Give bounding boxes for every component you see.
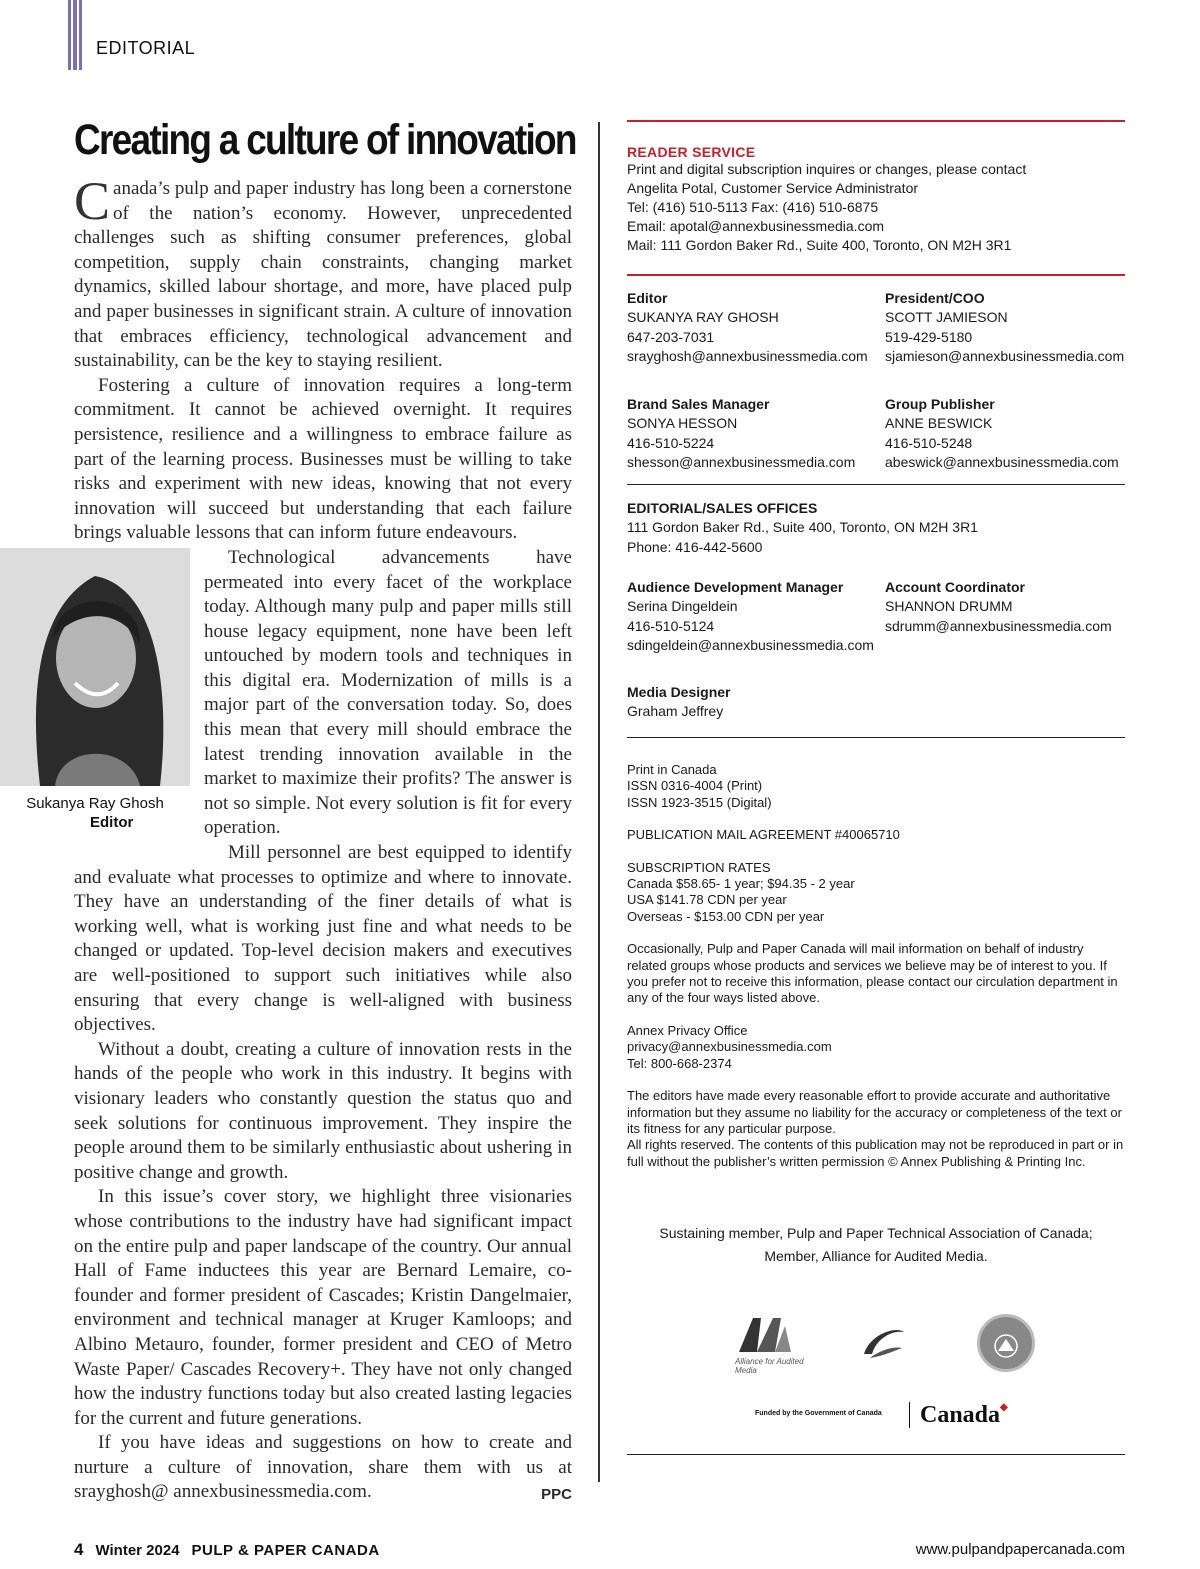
- contact-designer: [627, 683, 877, 722]
- offices-title: EDITORIAL/SALES OFFICES: [627, 500, 818, 516]
- rule: [627, 1454, 1125, 1455]
- contact-phone: 519-429-5180: [885, 328, 973, 345]
- logos-row: [627, 1310, 1125, 1380]
- disclaimer: The editors have made every reasonable effort to provide accurate and authoritative information but they assume no liability for the accuracy or completeness of the text or its fitness for any particular purpose.: [627, 1088, 1122, 1136]
- caption-name: Sukanya Ray Ghosh: [26, 794, 164, 812]
- contact-email[interactable]: srayghosh@annexbusinessmedia.com: [627, 347, 868, 364]
- canada-flag-icon: ◆: [1000, 1402, 1008, 1413]
- funded-divider: [909, 1402, 910, 1428]
- contact-phone: 416-510-5224: [627, 434, 715, 451]
- article-paragraph: Fostering a culture of innovation requires a long-term commitment. It cannot be achieved overnight. It requires persistence, resilience and a willingness to embrace failure as part of the learning process. Businesses must be willing to take risks and experiment with new ideas, knowing that not every innovation will succeed but understanding that each failure brings valuable lessons that can inform future endeavours.: [74, 374, 572, 544]
- signoff: PPC: [541, 1486, 572, 1504]
- contact-email[interactable]: shesson@annexbusinessmedia.com: [627, 453, 856, 470]
- article-paragraph: Canada’s pulp and paper industry has long been a cornerstone of the nation’s economy. However, unprecedented challenges such as shifting consumer preferences, global competition, supply chain constraints, changing market dynamics, skilled labour shortage, and more, have placed pulp and paper businesses in significant strain. A culture of innovation that embraces efficiency, technological advancement and sustainability, can be the key to staying resilient.: [74, 171, 572, 372]
- article-paragraph: If you have ideas and suggestions on how to create and nurture a culture of innovation, share them with us at srayghosh@ annexbusinessmedia.com. PPC: [74, 1431, 572, 1505]
- contact-email[interactable]: sdingeldein@annexbusinessmedia.com: [627, 636, 874, 653]
- contact-role: President/COO: [885, 290, 985, 306]
- privacy-email[interactable]: privacy@annexbusinessmedia.com: [627, 1039, 832, 1055]
- contact-email[interactable]: abeswick@annexbusinessmedia.com: [885, 453, 1119, 470]
- contact-phone: 647-203-7031: [627, 328, 715, 345]
- membership: [627, 1222, 1125, 1268]
- canada-wordmark: Canada◆: [920, 1402, 1008, 1428]
- publication-info: [627, 762, 1125, 1170]
- rule: [627, 484, 1125, 485]
- contact-coordinator: [885, 578, 1135, 636]
- privacy-office-title: Annex Privacy Office: [627, 1022, 748, 1038]
- header-accent-bars: [68, 0, 84, 70]
- funded-by-government: Funded by the Government of Canada: [755, 1410, 882, 1417]
- privacy-tel: Tel: 800-668-2374: [627, 1055, 732, 1071]
- offices-phone: Phone: 416-442-5600: [627, 538, 763, 555]
- rate-usa: USA $141.78 CDN per year: [627, 892, 787, 908]
- reader-service: [627, 144, 1125, 255]
- print-location: Print in Canada: [627, 762, 717, 777]
- drop-cap: C: [74, 171, 111, 231]
- contact-name: SUKANYA RAY GHOSH: [627, 309, 779, 326]
- contact-phone: 416-510-5248: [885, 434, 973, 451]
- contact-role: Group Publisher: [885, 396, 995, 412]
- rights-notice: All rights reserved. The contents of this publication may not be reproduced in part or in full without the publisher’s written permission © Annex Publishing & Printing Inc.: [627, 1137, 1124, 1169]
- aam-logo-text: Alliance for Audited Media: [735, 1357, 804, 1375]
- contact-role: Account Coordinator: [885, 579, 1025, 595]
- article-paragraph: Technological advancements have permeated into every facet of the workplace today. Although many pulp and paper mills still house legacy equipment, none have been left untouched by modern tools and techniques in this digital era. Modernization of mills is a major part of the conversation today. So, does this mean that every mill should embrace the latest trending innovation available in the market to maximize their profits? The answer is not so simple. Not every solution is fit for every operation.: [204, 546, 572, 839]
- rates-title: SUBSCRIPTION RATES: [627, 859, 771, 875]
- rate-overseas: Overseas - $153.00 CDN per year: [627, 908, 825, 924]
- reader-service-line: Mail: 111 Gordon Baker Rd., Suite 400, Toronto, ON M2H 3R1: [627, 237, 1012, 253]
- contact-role: Brand Sales Manager: [627, 396, 770, 412]
- page-number: 4: [74, 1540, 84, 1559]
- red-rule: [627, 274, 1125, 276]
- contact-name: Serina Dingeldein: [627, 598, 738, 615]
- contact-email[interactable]: sdrumm@annexbusinessmedia.com: [885, 617, 1112, 634]
- mail-agreement: PUBLICATION MAIL AGREEMENT #40065710: [627, 827, 900, 843]
- aam-logo: [735, 1318, 805, 1374]
- article-paragraph: Mill personnel are best equipped to identify and evaluate what processes to optimize and where to innovate. They have an understanding of the finer details of what is working well, what is working just fine and what needs to be changed or updated. Top-level decision makers and executives are well-positioned to support such initiatives while also ensuring that every change is well-aligned with business objectives.: [74, 842, 572, 1036]
- rule: [627, 737, 1125, 738]
- membership-line: Member, Alliance for Audited Media.: [764, 1248, 988, 1264]
- reader-service-email[interactable]: Email: apotal@annexbusinessmedia.com: [627, 218, 885, 234]
- reader-service-title: READER SERVICE: [627, 144, 756, 160]
- reader-service-line: Tel: (416) 510-5113 Fax: (416) 510-6875: [627, 199, 879, 215]
- issn-print: ISSN 0316-4004 (Print): [627, 778, 763, 794]
- issue-date: Winter 2024: [95, 1542, 180, 1559]
- issn-digital: ISSN 1923-3515 (Digital): [627, 794, 772, 810]
- photo-caption: [0, 794, 190, 832]
- contact-phone: 416-510-5124: [627, 617, 715, 634]
- offices-address: 111 Gordon Baker Rd., Suite 400, Toronto, ON M2H 3R1: [627, 519, 978, 536]
- contact-name: SCOTT JAMIESON: [885, 309, 1008, 326]
- magazine-name: PULP & PAPER CANADA: [191, 1542, 380, 1559]
- certification-seal-logo: [977, 1314, 1035, 1372]
- caption-role: Editor: [90, 813, 134, 831]
- article-body: [26, 171, 572, 1508]
- rate-canada: Canada $58.65- 1 year; $94.35 - 2 year: [627, 876, 855, 892]
- column-divider: [598, 122, 600, 1482]
- contact-sales: [627, 395, 877, 472]
- paptac-swoosh-logo: [860, 1324, 906, 1362]
- section-label: EDITORIAL: [96, 38, 196, 58]
- contact-name: Graham Jeffrey: [627, 703, 724, 720]
- mailing-notice: Occasionally, Pulp and Paper Canada will mail information on behalf of industry related groups whose products and services we believe may be of interest to you. If you prefer not to receive this information, please contact our circulation department in any of the four ways listed above.: [627, 941, 1118, 1006]
- contact-name: SHANNON DRUMM: [885, 598, 1013, 615]
- membership-line: Sustaining member, Pulp and Paper Technical Association of Canada;: [659, 1225, 1093, 1241]
- contact-editor: [627, 289, 877, 366]
- contact-role: Audience Development Manager: [627, 579, 844, 595]
- footer-url[interactable]: www.pulpandpapercanada.com: [915, 1541, 1125, 1558]
- article-title: Creating a culture of innovation: [74, 116, 576, 164]
- contact-email[interactable]: sjamieson@annexbusinessmedia.com: [885, 347, 1125, 364]
- contact-president: [885, 289, 1135, 366]
- reader-service-line: Angelita Potal, Customer Service Administrator: [627, 180, 919, 196]
- editor-portrait-image: [0, 548, 190, 786]
- contact-role: Media Designer: [627, 684, 731, 700]
- contact-audience: [627, 578, 877, 655]
- footer-folio: [74, 1540, 380, 1560]
- editorial-offices: [627, 499, 1125, 557]
- reader-service-line: Print and digital subscription inquires or changes, please contact: [627, 161, 1027, 177]
- article-paragraph: In this issue’s cover story, we highlight three visionaries whose contributions to the industry have had significant impact on the entire pulp and paper landscape of the country. Our annual Hall of Fame inductees this year are Bernard Lemaire, co-founder and former president of Cascades; Kristin Dangelmaier, environment and technical manager at Kruger Kamloops; and Albino Metauro, founder, former president and CEO of Metro Waste Paper/ Cascades Recovery+. They have not only changed how the industry functions today but also created lasting legacies for the current and future generations.: [74, 1186, 572, 1429]
- red-rule: [627, 120, 1125, 122]
- contact-name: SONYA HESSON: [627, 415, 738, 432]
- editor-photo: [0, 548, 190, 854]
- contact-name: ANNE BESWICK: [885, 415, 993, 432]
- contact-publisher: [885, 395, 1135, 472]
- article-paragraph: Without a doubt, creating a culture of innovation rests in the hands of the people who work in this industry. It begins with visionary leaders who constantly question the status quo and seek solutions for continuous improvement. They inspire the people around them to be similarly enthusiastic about ushering in positive change and growth.: [74, 1038, 572, 1183]
- contact-role: Editor: [627, 290, 668, 306]
